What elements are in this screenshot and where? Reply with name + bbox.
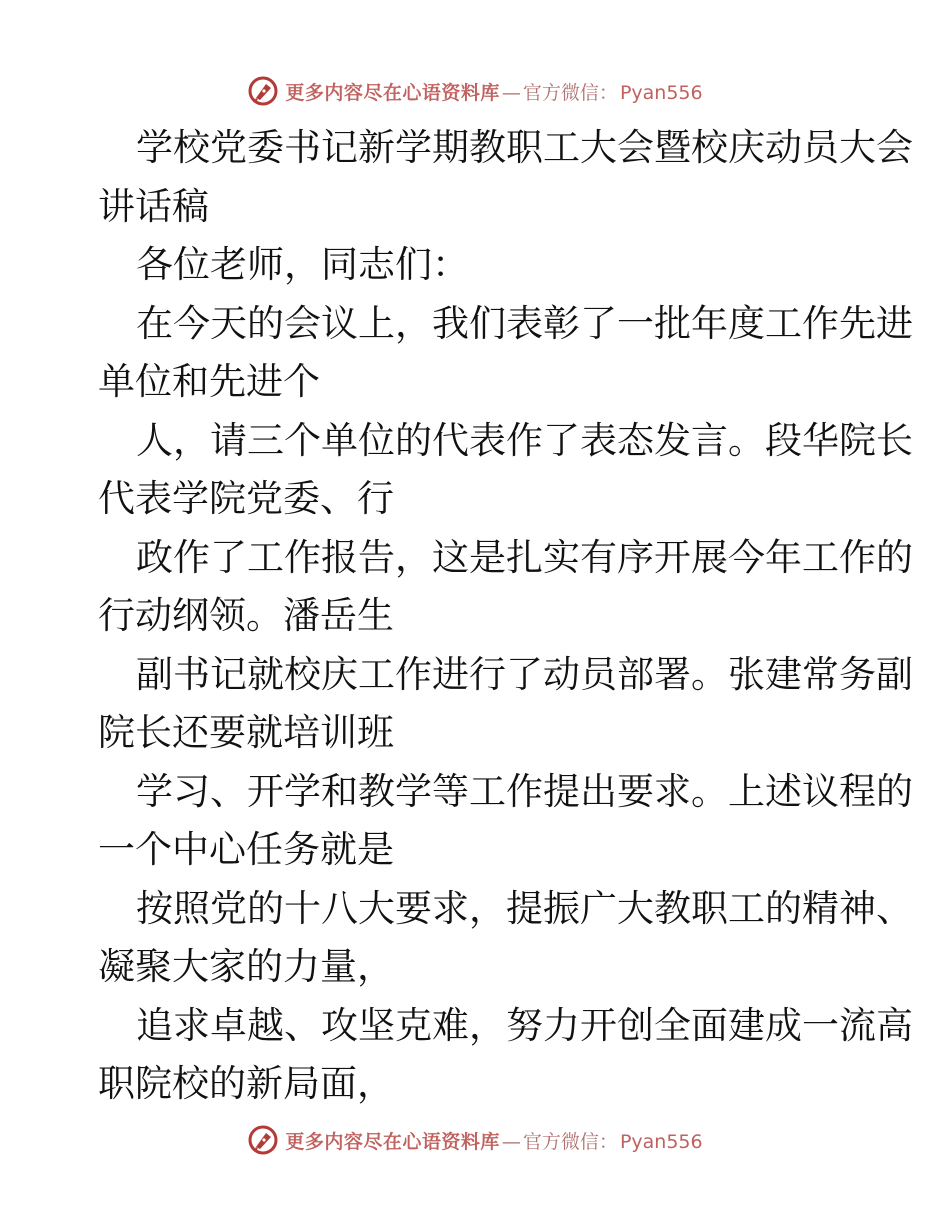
document-body — [98, 119, 913, 1114]
header-site-text: 更多内容尽在心语资料库 — [285, 81, 500, 104]
header-wechat-id: Pyan556 — [619, 81, 703, 104]
salutation: 各位老师，同志们： — [136, 243, 469, 286]
paragraph-line: 按照党的十八大要求，提振广大教职工的精神、 — [136, 886, 913, 930]
header-separator: — — [501, 81, 521, 104]
paragraph-line: 凝聚大家的力量， — [98, 945, 394, 988]
header-wechat-label: 官方微信： — [522, 81, 618, 104]
header-banner-text — [285, 78, 702, 105]
paragraph-line: 在今天的会议上，我们表彰了一批年度工作先进 — [136, 301, 913, 345]
paragraph-line: 一个中心任务就是 — [98, 828, 394, 871]
footer-wechat-id: Pyan556 — [619, 1130, 703, 1153]
paragraph-line: 追求卓越、攻坚克难，努力开创全面建成一流高 — [136, 1003, 913, 1047]
title-line-2: 讲话稿 — [98, 184, 209, 228]
paragraph-line: 院长还要就培训班 — [98, 711, 394, 754]
paragraph-line: 政作了工作报告，这是扎实有序开展今年工作的 — [136, 535, 913, 579]
title-line-1: 学校党委书记新学期教职工大会暨校庆动员大会 — [136, 126, 913, 169]
paragraph-line: 代表学院党委、行 — [98, 477, 394, 520]
footer-banner — [0, 1120, 950, 1160]
paragraph-line: 单位和先进个 — [98, 360, 320, 403]
footer-wechat-label: 官方微信： — [522, 1130, 618, 1153]
footer-site-text: 更多内容尽在心语资料库 — [285, 1130, 500, 1153]
pen-nib-logo-icon — [247, 75, 279, 107]
footer-separator: — — [501, 1130, 521, 1153]
paragraph-line: 学习、开学和教学等工作提出要求。上述议程的 — [136, 769, 913, 813]
paragraph-line: 人，请三个单位的代表作了表态发言。段华院长 — [136, 418, 913, 462]
footer-banner-text — [285, 1127, 702, 1154]
header-banner — [0, 71, 950, 111]
paragraph-line: 职院校的新局面， — [98, 1062, 394, 1105]
pen-nib-logo-icon — [247, 1124, 279, 1156]
paragraph-line: 行动纲领。潘岳生 — [98, 594, 394, 637]
paragraph-line: 副书记就校庆工作进行了动员部署。张建常务副 — [136, 652, 913, 696]
